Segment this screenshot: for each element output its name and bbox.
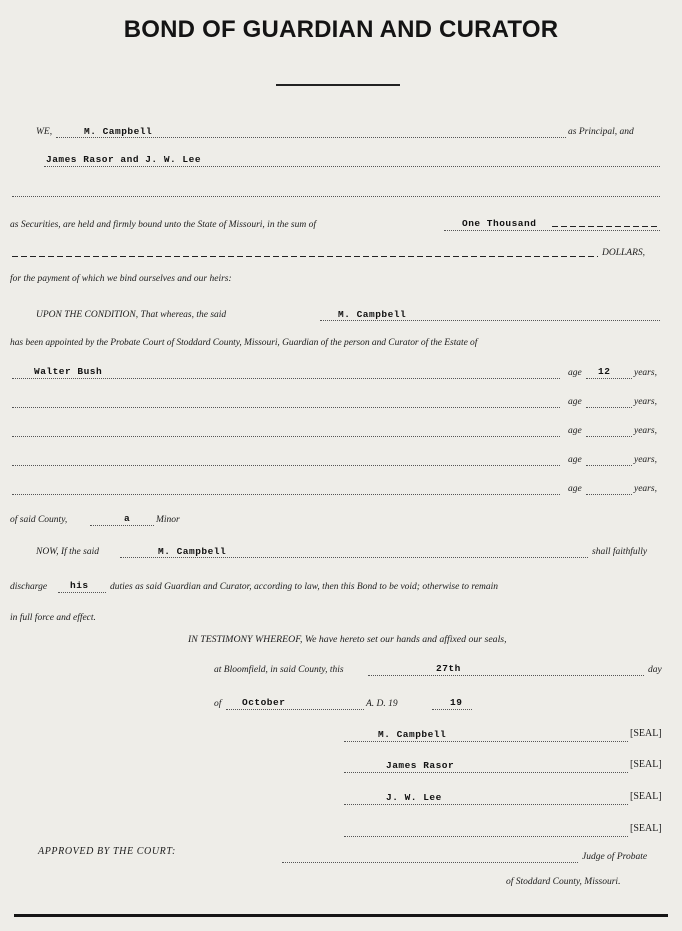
pronoun: his — [70, 580, 89, 591]
payment-text: for the payment of which we bind ourselves and our heirs: — [10, 274, 232, 284]
signature-2: James Rasor — [386, 760, 455, 771]
minor-count-line — [90, 525, 154, 526]
ward-age-line-4 — [586, 465, 632, 466]
county-footer: of Stoddard County, Missouri. — [506, 877, 621, 887]
sum-amount: One Thousand — [462, 218, 537, 229]
ward-line-1 — [12, 378, 560, 379]
day-value: 27th — [436, 663, 461, 674]
ward-age-line-3 — [586, 436, 632, 437]
ward-age-label-2: age — [568, 397, 582, 407]
discharge-label: discharge — [10, 582, 48, 592]
we-label: WE, — [36, 127, 53, 137]
principal-name: M. Campbell — [84, 126, 153, 137]
ward-age-label-1: age — [568, 368, 582, 378]
ward-line-4 — [12, 465, 560, 466]
month-value: October — [242, 697, 286, 708]
condition-name: M. Campbell — [338, 309, 407, 320]
ad-label: A. D. 19 — [366, 699, 398, 709]
year-field-line — [432, 709, 472, 710]
sum-dash-line-2 — [12, 256, 598, 257]
day-label: day — [648, 665, 662, 675]
seal-label-2: [SEAL] — [630, 759, 662, 770]
ward-age-label-5: age — [568, 484, 582, 494]
month-field-line — [226, 709, 364, 710]
seal-label-3: [SEAL] — [630, 791, 662, 802]
condition-field-line — [320, 320, 660, 321]
ward-name: Walter Bush — [34, 366, 103, 377]
ward-age-label-3: age — [568, 426, 582, 436]
pronoun-line — [58, 592, 106, 593]
seal-label-1: [SEAL] — [630, 728, 662, 739]
judge-signature-line — [282, 862, 578, 863]
appointed-text: has been appointed by the Probate Court of Stoddard County, Missouri, Guardian of the person and Curator of the Estate of — [10, 338, 478, 348]
year-value: 19 — [450, 697, 463, 708]
at-text: at Bloomfield, in said County, this — [214, 665, 344, 675]
ward-age: 12 — [598, 366, 611, 377]
securities-field-line — [44, 166, 660, 167]
now-prefix: NOW, If the said — [36, 547, 99, 557]
ward-years-label-5: years, — [634, 484, 657, 494]
ward-age-line-2 — [586, 407, 632, 408]
sum-field-line — [444, 230, 660, 231]
now-field-line — [120, 557, 588, 558]
county-prefix: of said County, — [10, 515, 68, 525]
signature-line-1 — [344, 741, 628, 742]
ward-years-label-2: years, — [634, 397, 657, 407]
shall-faithfully: shall faithfully — [592, 547, 648, 557]
ward-years-label-1: years, — [634, 368, 657, 378]
title-rule — [276, 84, 400, 86]
signature-1: M. Campbell — [378, 729, 447, 740]
minor-count: a — [124, 513, 131, 524]
ward-line-2 — [12, 407, 560, 408]
ward-years-label-4: years, — [634, 455, 657, 465]
as-securities-text: as Securities, are held and firmly bound unto the State of Missouri, in the sum of — [10, 220, 316, 230]
bottom-rule — [14, 914, 668, 917]
dollars-label: DOLLARS, — [602, 248, 646, 258]
seal-label-4: [SEAL] — [630, 823, 662, 834]
ward-age-line-5 — [586, 494, 632, 495]
signature-line-3 — [344, 804, 628, 805]
condition-prefix: UPON THE CONDITION, That whereas, the said — [36, 310, 227, 320]
ward-age-line-1 — [586, 378, 632, 379]
sum-dash-line-1 — [552, 226, 660, 227]
as-principal-label: as Principal, and — [568, 127, 634, 137]
of-label: of — [214, 699, 222, 709]
principal-field-line — [56, 137, 566, 138]
signature-line-4 — [344, 836, 628, 837]
day-field-line — [368, 675, 644, 676]
ward-age-label-4: age — [568, 455, 582, 465]
document-title: BOND OF GUARDIAN AND CURATOR — [123, 16, 559, 43]
duties-text: duties as said Guardian and Curator, according to law, then this Bond to be void; otherwise to remain — [110, 582, 498, 592]
signature-3: J. W. Lee — [386, 792, 442, 803]
signature-line-2 — [344, 772, 628, 773]
ward-line-5 — [12, 494, 560, 495]
securities-field-line-2 — [12, 196, 660, 197]
full-force: in full force and effect. — [10, 613, 96, 623]
minor-label: Minor — [156, 515, 180, 525]
ward-years-label-3: years, — [634, 426, 657, 436]
securities-names: James Rasor and J. W. Lee — [46, 154, 202, 165]
ward-line-3 — [12, 436, 560, 437]
judge-label: Judge of Probate — [582, 852, 648, 862]
testimony-text: IN TESTIMONY WHEREOF, We have hereto set our hands and affixed our seals, — [188, 634, 507, 645]
approved-text: APPROVED BY THE COURT: — [38, 846, 176, 857]
now-name: M. Campbell — [158, 546, 227, 557]
